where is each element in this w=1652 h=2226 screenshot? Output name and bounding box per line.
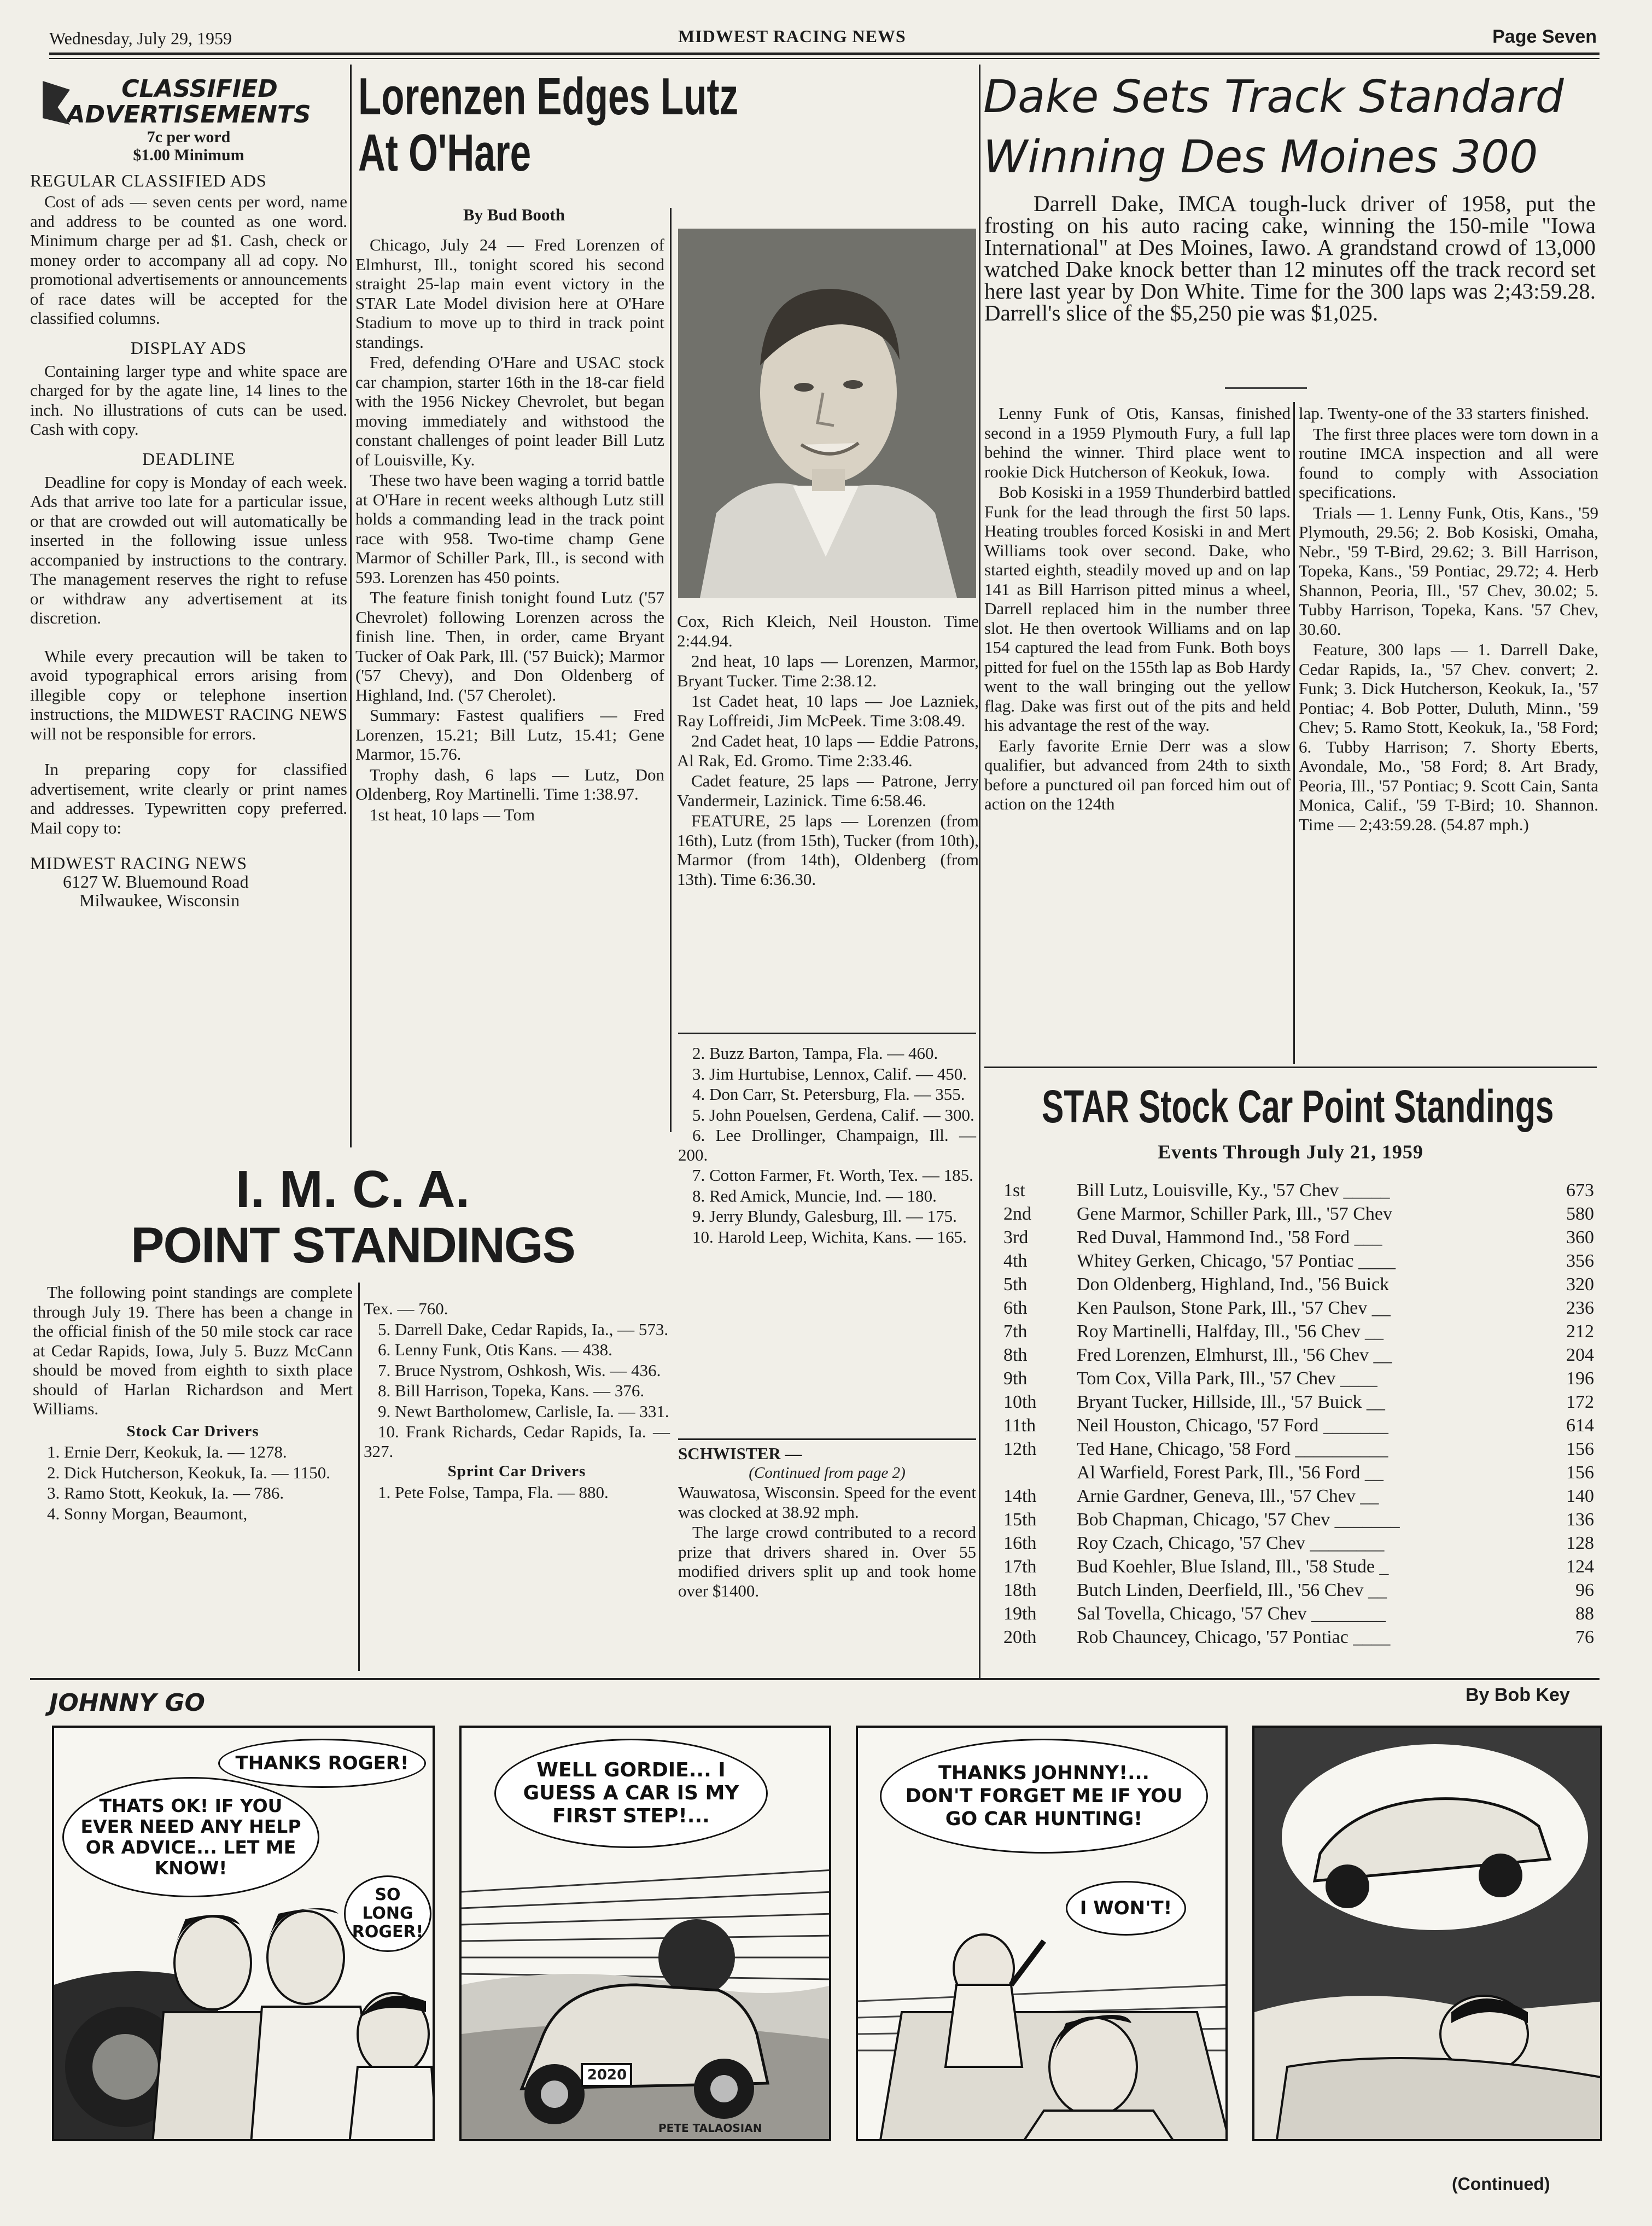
standing-entry: Gene Marmor, Schiller Park, Ill., '57 Chev bbox=[1077, 1204, 1392, 1224]
standing-row bbox=[1003, 1461, 1594, 1484]
standing-entry: Red Duval, Hammond Ind., '58 Ford ___ bbox=[1077, 1227, 1382, 1248]
stock-car-heading: Stock Car Drivers bbox=[126, 1422, 259, 1440]
lorenzen-c2-p4: 2nd Cadet heat, 10 laps — Eddie Patrons, Al Rak, Ed. Gromo. Time 2:33.46. bbox=[677, 731, 979, 770]
dake-lead bbox=[984, 193, 1596, 324]
deadline-heading: DEADLINE bbox=[142, 448, 235, 469]
standing-points: 204 bbox=[1566, 1345, 1594, 1365]
dake-c2-p4: Feature, 300 laps — 1. Darrell Dake, Cedar Rapids, Ia., '57 Chev. convert; 2. Funk; 3. Dick Hutcherson, Keokuk, Ia., '57 Pontiac; 4. Bob Potter, Duluth, Minn., '59 Chev; 5. Ramo Stott, Keokuk, Ia., '58 Ford; 6. Tubby Harrison; 7. Shorty Eberts, Avondale, Mo., '58 Ford; 8. Art Brady, Peoria, Ill., '57 Pontiac; 9. Scott Cain, Santa Monica, Calif., '59 T-Bird; 10. Shannon. Time — 2;43:59.28. (54.87 mph.) bbox=[1299, 640, 1598, 834]
column-rule-4 bbox=[1293, 402, 1295, 1064]
standing-place: 5th bbox=[1003, 1274, 1028, 1295]
standing-points: 673 bbox=[1566, 1180, 1594, 1201]
dake-lead-text: Darrell Dake, IMCA tough-luck driver of 1958, put the frosting on his auto racing cake, winning the 150-mile "Iowa International" at Des Moines, Iawo. A grandstand crowd of 13,000 watched Dake knock better than 12 minutes off the track record set here last year by Don White. Time for the 300 laps was 2;43:59.28. Darrell's slice of the $5,250 pie was $1,025. bbox=[984, 191, 1596, 325]
lorenzen-p5: Summary: Fastest qualifiers — Fred Lorenzen, 15.21; Bill Lutz, 15.41; Gene Marmor, 15.76. bbox=[355, 706, 664, 764]
standing-entry: Tom Cox, Villa Park, Ill., '57 Chev ____ bbox=[1077, 1368, 1377, 1389]
bubble-thanks-roger: THANKS ROGER! bbox=[218, 1739, 426, 1788]
standing-row bbox=[1003, 1508, 1594, 1531]
imca-intro: The following point standings are complete through July 19. There has been a change in the official finish of the 50 mile stock car race at Cedar Rapids, Iowa, July 5. Buzz McCann should be moved from eighth to sixth place should of Harlan Richardson and Mert Williams. bbox=[33, 1283, 353, 1418]
dake-lead-ornament bbox=[1225, 387, 1307, 389]
imca-c3-0: 2. Buzz Barton, Tampa, Fla. — 460. bbox=[692, 1044, 938, 1063]
schwister-rule bbox=[678, 1438, 976, 1440]
standing-points: 136 bbox=[1566, 1510, 1594, 1530]
standing-points: 88 bbox=[1575, 1604, 1594, 1624]
artist-signature: PETE TALAOSIAN bbox=[658, 2122, 762, 2135]
star-subhead: Events Through July 21, 1959 bbox=[1158, 1141, 1423, 1163]
imca-headline-1: I. M. C. A. bbox=[235, 1160, 470, 1219]
standing-row bbox=[1003, 1179, 1594, 1202]
dake-c1-p1: Lenny Funk of Otis, Kansas, finished second in a 1959 Plymouth Fury, a full lap behind the winner. Third place went to rookie Dick Hutcherson of Keokuk, Iowa. bbox=[984, 404, 1291, 481]
comic-top-rule bbox=[30, 1678, 1600, 1680]
standing-row bbox=[1003, 1367, 1594, 1390]
standing-place: 2nd bbox=[1003, 1204, 1031, 1224]
standing-row bbox=[1003, 1343, 1594, 1367]
standing-entry: Sal Tovella, Chicago, '57 Chev ________ bbox=[1077, 1604, 1386, 1624]
standing-place: 6th bbox=[1003, 1298, 1028, 1318]
standing-points: 156 bbox=[1566, 1462, 1594, 1483]
bubble-thats-ok: THATS OK! IF YOU EVER NEED ANY HELP OR ADVICE... LET ME KNOW! bbox=[62, 1777, 319, 1897]
lorenzen-p6: Trophy dash, 6 laps — Lutz, Don Oldenberg, Roy Martinelli. Time 1:38.97. bbox=[355, 765, 664, 803]
sprint-car-heading: Sprint Car Drivers bbox=[447, 1462, 586, 1480]
imca-c2-3: 7. Bruce Nystrom, Oshkosh, Wis. — 436. bbox=[378, 1360, 661, 1380]
standing-entry: Neil Houston, Chicago, '57 Ford _______ bbox=[1077, 1415, 1388, 1436]
standing-points: 172 bbox=[1566, 1392, 1594, 1412]
star-headline: STAR Stock Car Point Standings bbox=[1042, 1081, 1554, 1132]
standing-points: 96 bbox=[1575, 1580, 1594, 1600]
standing-row bbox=[1003, 1226, 1594, 1249]
imca-c3-6: 8. Red Amick, Muncie, Ind. — 180. bbox=[692, 1186, 937, 1205]
imca-c3-3: 5. John Pouelsen, Gerdena, Calif. — 300. bbox=[692, 1105, 974, 1124]
imca-c1-3: 4. Sonny Morgan, Beaumont, bbox=[47, 1504, 248, 1523]
standing-place: 9th bbox=[1003, 1368, 1028, 1389]
standing-row bbox=[1003, 1437, 1594, 1461]
standing-row bbox=[1003, 1296, 1594, 1320]
standing-entry: Roy Czach, Chicago, '57 Chev ________ bbox=[1077, 1533, 1385, 1553]
standing-row bbox=[1003, 1320, 1594, 1343]
standing-entry: Al Warfield, Forest Park, Ill., '56 Ford __ bbox=[1077, 1462, 1384, 1483]
standing-place bbox=[1003, 1461, 1077, 1484]
imca-column-3 bbox=[678, 1044, 976, 1248]
lorenzen-c2-p6: FEATURE, 25 laps — Lorenzen (from 16th), Lutz (from 15th), Tucker (from 10th), Marmor (from 14th), Oldenberg (from 13th). Time 6:36.30. bbox=[677, 811, 979, 889]
mail-address-1: MIDWEST RACING NEWS bbox=[30, 853, 248, 873]
standing-points: 124 bbox=[1566, 1557, 1594, 1577]
deadline-text: Deadline for copy is Monday of each week. Ads that arrive too late for a particular issue, or that are crowded out will automatically be inserted in the following issue unless accompanied by instructions to the contrary. The management reserves the right to refuse or withdraw any advertisement at its discretion. bbox=[30, 472, 347, 627]
imca-c3-7: 9. Jerry Blundy, Galesburg, Ill. — 175. bbox=[692, 1207, 957, 1226]
regular-ads-heading: REGULAR CLASSIFIED ADS bbox=[30, 171, 267, 190]
masthead-rule-thin bbox=[49, 58, 1600, 59]
imca-c3-8: 10. Harold Leep, Wichita, Kans. — 165. bbox=[692, 1227, 967, 1246]
lorenzen-headline-1: Lorenzen Edges Lutz bbox=[358, 67, 739, 126]
imca-c3-1: 3. Jim Hurtubise, Lennox, Calif. — 450. bbox=[692, 1064, 967, 1083]
standing-points: 580 bbox=[1566, 1204, 1594, 1224]
lorenzen-p1: Chicago, July 24 — Fred Lorenzen of Elmhurst, Ill., tonight scored his second straight 25-lap main event victory in the STAR Late Model division here at O'Hare Stadium to move up to third in track point standings. bbox=[355, 235, 664, 352]
imca-headline-2: POINT STANDINGS bbox=[131, 1217, 575, 1273]
lorenzen-c2-p5: Cadet feature, 25 laps — Patrone, Jerry Vandermeir, Lazinick. Time 6:58.46. bbox=[677, 771, 979, 810]
mail-address-2: 6127 W. Bluemound Road bbox=[63, 872, 249, 891]
standing-place: 14th bbox=[1003, 1486, 1037, 1506]
standing-place: 10th bbox=[1003, 1392, 1037, 1412]
standing-place: 20th bbox=[1003, 1627, 1037, 1647]
standing-entry: Bud Koehler, Blue Island, Ill., '58 Stude _ bbox=[1077, 1557, 1389, 1577]
comic-panel-1 bbox=[52, 1726, 435, 2141]
issue-date: Wednesday, July 29, 1959 bbox=[49, 28, 232, 48]
standing-entry: Fred Lorenzen, Elmhurst, Ill., '56 Chev __ bbox=[1077, 1345, 1392, 1365]
panel-4-art bbox=[1254, 1728, 1602, 2141]
standing-place: 3rd bbox=[1003, 1227, 1029, 1248]
lorenzen-p4: The feature finish tonight found Lutz ('57 Chevrolet) following Lorenzen across the finish line. Then, in order, came Bryant Tucker of Oak Park, Ill. ('57 Buick); Marmor ('57 Chevy), and Don Oldenberg of Highland, Ind. ('57 Cherolet). bbox=[355, 588, 664, 704]
lorenzen-column-1 bbox=[355, 235, 664, 825]
precaution-text: While every precaution will be taken to avoid typographical errors arising from illegible copy or telephone insertion instructions, the MIDWEST RACING NEWS will not be responsible for errors. bbox=[30, 646, 347, 743]
masthead-rule bbox=[49, 53, 1600, 55]
classified-column bbox=[30, 77, 347, 1154]
standing-entry: Bill Lutz, Louisville, Ky., '57 Chev _____ bbox=[1077, 1180, 1390, 1201]
lorenzen-c2-p2: 2nd heat, 10 laps — Lorenzen, Marmor, Bryant Tucker. Time 2:38.12. bbox=[677, 651, 979, 690]
preparing-text: In preparing copy for classified advertisement, write clearly or print names and addresses. Typewritten copy preferred. Mail copy to: bbox=[30, 760, 347, 837]
standing-entry: Ted Hane, Chicago, '58 Ford __________ bbox=[1077, 1439, 1388, 1459]
imca-c1-2: 3. Ramo Stott, Keokuk, Ia. — 786. bbox=[47, 1483, 284, 1502]
dake-column-1 bbox=[984, 404, 1291, 815]
classified-rate-1: 7c per word bbox=[147, 128, 231, 146]
imca-c2-6: 10. Frank Richards, Cedar Rapids, Ia. — 327. bbox=[364, 1422, 670, 1461]
lorenzen-p2: Fred, defending O'Hare and USAC stock car champion, starter 16th in the 18-car field with the 1956 Nickey Chevrolet, but began moving immediately and withstood the constant challenges of point leader Bill Lutz of Louisville, Ky. bbox=[355, 353, 664, 469]
display-ads-text: Containing larger type and white space are charged for by the agate line, 14 lines to the inch. No illustrations of cuts can be used. Cash with copy. bbox=[30, 361, 347, 439]
comic-continued: (Continued) bbox=[1452, 2174, 1550, 2194]
license-plate: 2020 bbox=[587, 2067, 627, 2083]
dake-headline-1: Dake Sets Track Standard bbox=[983, 71, 1564, 123]
star-standings-table bbox=[1003, 1179, 1594, 1649]
standing-entry: Roy Martinelli, Halfday, Ill., '56 Chev __ bbox=[1077, 1321, 1384, 1342]
standing-place: 12th bbox=[1003, 1439, 1037, 1459]
regular-ads-text: Cost of ads — seven cents per word, name and address to be counted as one word. Minimum charge per ad $1. Cash, check or money order to accompany all ad copy. No promotional advertisements or announcements of race dates will be accepted for the classified columns. bbox=[30, 192, 347, 328]
column-rule-3 bbox=[979, 65, 980, 1678]
standing-place: 18th bbox=[1003, 1580, 1037, 1600]
bubble-so-long: SO LONG ROGER! bbox=[344, 1875, 431, 1952]
dake-c1-p3: Early favorite Ernie Derr was a slow qualifier, but advanced from 24th to sixth before a punctured oil pan forced him out of action on the 124th bbox=[984, 736, 1291, 813]
lorenzen-c2-p3: 1st Cadet heat, 10 laps — Joe Lazniek, Ray Loffreidi, Jim McPeek. Time 3:08.49. bbox=[677, 691, 979, 730]
standing-entry: Bryant Tucker, Hillside, Ill., '57 Buick __ bbox=[1077, 1392, 1385, 1412]
lorenzen-p7: 1st heat, 10 laps — Tom bbox=[370, 805, 535, 824]
imca-c2-1: 5. Darrell Dake, Cedar Rapids, Ia., — 573. bbox=[378, 1319, 669, 1339]
dake-end-rule bbox=[984, 1067, 1597, 1068]
page-number: Page Seven bbox=[1492, 26, 1597, 47]
standing-entry: Butch Linden, Deerfield, Ill., '56 Chev __ bbox=[1077, 1580, 1387, 1600]
standing-entry: Rob Chauncey, Chicago, '57 Pontiac ____ bbox=[1077, 1627, 1391, 1647]
classified-rate-2: $1.00 Minimum bbox=[133, 146, 244, 164]
imca-column-rule bbox=[358, 1283, 360, 1671]
standing-place: 7th bbox=[1003, 1321, 1028, 1342]
standing-entry: Don Oldenberg, Highland, Ind., '56 Buick bbox=[1077, 1274, 1390, 1295]
schwister-p2: The large crowd contributed to a record prize that drivers shared in. Over 55 modified drivers split up and took home over $1400. bbox=[678, 1523, 976, 1600]
display-ads-heading: DISPLAY ADS bbox=[130, 337, 247, 358]
dake-c2-p1: lap. Twenty-one of the 33 starters finished. bbox=[1299, 404, 1590, 423]
standing-row bbox=[1003, 1273, 1594, 1296]
lorenzen-c2-p1: Cox, Rich Kleich, Neil Houston. Time 2:44.94. bbox=[677, 611, 979, 650]
imca-c3-5: 7. Cotton Farmer, Ft. Worth, Tex. — 185. bbox=[692, 1166, 973, 1185]
dake-c2-p3: Trials — 1. Lenny Funk, Otis, Kans., '59 Plymouth, 29.56; 2. Bob Kosiski, Omaha, Nebr., '59 T-Bird, 29.62; 3. Bill Harrison, Topeka, Kans., '59 Pontiac, 29.72; 4. Herb Shannon, Peoria, Ill., '57 Chev, 30.02; 5. Tubby Harrison, Topeka, Kans. '57 Chev, 30.60. bbox=[1299, 503, 1598, 639]
standing-points: 212 bbox=[1566, 1321, 1594, 1342]
imca-c3-4: 6. Lee Drollinger, Champaign, Ill. — 200. bbox=[678, 1126, 976, 1164]
standing-entry: Ken Paulson, Stone Park, Ill., '57 Chev __ bbox=[1077, 1298, 1391, 1318]
standing-place: 17th bbox=[1003, 1557, 1037, 1577]
dake-column-2 bbox=[1299, 404, 1598, 835]
dake-c2-p2: The first three places were torn down in a routine IMCA inspection and all were found to comply with Association specifications. bbox=[1299, 424, 1598, 502]
mail-address-3: Milwaukee, Wisconsin bbox=[79, 890, 240, 910]
comic-title: JOHNNY GO bbox=[49, 1689, 205, 1717]
schwister-p1: Wauwatosa, Wisconsin. Speed for the event was clocked at 38.92 mph. bbox=[678, 1483, 976, 1522]
lorenzen-p3: These two have been waging a torrid battle at O'Hare in recent weeks although Lutz still holds a commanding lead in the track point race with 958. Two-time champ Gene Marmor of Schiller Park, Ill., is second with 593. Lorenzen has 450 points. bbox=[355, 470, 664, 587]
standing-points: 356 bbox=[1566, 1251, 1594, 1271]
standing-row bbox=[1003, 1602, 1594, 1625]
standing-row bbox=[1003, 1202, 1594, 1226]
standing-points: 140 bbox=[1566, 1486, 1594, 1506]
paper-name: MIDWEST RACING NEWS bbox=[678, 26, 906, 46]
standing-row bbox=[1003, 1484, 1594, 1508]
lorenzen-byline: By Bud Booth bbox=[463, 205, 565, 224]
schwister-heading: SCHWISTER — bbox=[678, 1444, 802, 1463]
imca-c2b-0: 1. Pete Folse, Tampa, Fla. — 880. bbox=[378, 1482, 609, 1502]
standing-points: 320 bbox=[1566, 1274, 1594, 1295]
dake-c1-p2: Bob Kosiski in a 1959 Thunderbird battled Funk for the lead through the first 50 laps. Heating troubles forced Kosiski in and Mert Williams took over second. Dake, who started eighth, steadily moved up and on lap 141 as Bill Harrison pitted minus a wheel, Darrell replaced him in the number three slot. He then overtook Williams and on lap 154 captured the lead from Funk. Both boys pitted for fuel on the 155th lap as Bob Hardy went to the wall bringing out the yellow flag. Dake was first out of the pits and held his advantage the rest of the way. bbox=[984, 482, 1291, 735]
standing-entry: Arnie Gardner, Geneva, Ill., '57 Chev __ bbox=[1077, 1486, 1379, 1506]
bubble-i-wont: I WON'T! bbox=[1066, 1881, 1186, 1936]
imca-column-1 bbox=[33, 1283, 353, 1524]
standing-points: 76 bbox=[1575, 1627, 1594, 1647]
standing-place: 11th bbox=[1003, 1415, 1036, 1436]
driver-portrait-photo bbox=[678, 229, 976, 598]
standing-points: 128 bbox=[1566, 1533, 1594, 1553]
standing-points: 236 bbox=[1566, 1298, 1594, 1318]
dake-headline-2: Winning Des Moines 300 bbox=[983, 131, 1538, 183]
standing-entry: Bob Chapman, Chicago, '57 Chev _______ bbox=[1077, 1510, 1400, 1530]
standing-row bbox=[1003, 1555, 1594, 1578]
bubble-well-gordie: WELL GORDIE... I GUESS A CAR IS MY FIRST STEP!... bbox=[494, 1739, 768, 1848]
imca-c2-5: 9. Newt Bartholomew, Carlisle, Ia. — 331. bbox=[378, 1401, 669, 1421]
schwister-column bbox=[678, 1444, 976, 1601]
lorenzen-column-2 bbox=[677, 611, 979, 890]
imca-c3-2: 4. Don Carr, St. Petersburg, Fla. — 355. bbox=[692, 1085, 965, 1104]
standing-row bbox=[1003, 1390, 1594, 1414]
classified-title-2: ADVERTISEMENTS bbox=[66, 101, 311, 129]
imca-c2-4: 8. Bill Harrison, Topeka, Kans. — 376. bbox=[378, 1381, 645, 1400]
column-rule-2 bbox=[670, 208, 672, 1132]
schwister-continued: (Continued from page 2) bbox=[749, 1464, 906, 1482]
imca-c1-1: 2. Dick Hutcherson, Keokuk, Ia. — 1150. bbox=[47, 1462, 330, 1482]
comic-panel-3 bbox=[856, 1726, 1228, 2141]
classified-title-1: CLASSIFIED bbox=[121, 75, 278, 103]
standing-place: 16th bbox=[1003, 1533, 1037, 1553]
standing-row bbox=[1003, 1625, 1594, 1649]
imca-c1-0: 1. Ernie Derr, Keokuk, Ia. — 1278. bbox=[47, 1442, 287, 1461]
standing-place: 1st bbox=[1003, 1180, 1025, 1201]
standing-points: 614 bbox=[1566, 1415, 1594, 1436]
imca-column-2 bbox=[364, 1299, 670, 1503]
standing-place: 8th bbox=[1003, 1345, 1028, 1365]
standing-entry: Whitey Gerken, Chicago, '57 Pontiac ____ bbox=[1077, 1251, 1396, 1271]
portrait-drawing bbox=[678, 229, 976, 598]
standing-points: 360 bbox=[1566, 1227, 1594, 1248]
standing-row bbox=[1003, 1249, 1594, 1273]
column-rule-1 bbox=[350, 65, 352, 1147]
standing-points: 196 bbox=[1566, 1368, 1594, 1389]
lorenzen-end-rule bbox=[678, 1033, 976, 1034]
comic-panel-4 bbox=[1252, 1726, 1602, 2141]
standing-row bbox=[1003, 1531, 1594, 1555]
imca-c2-0: Tex. — 760. bbox=[364, 1299, 448, 1318]
standing-place: 19th bbox=[1003, 1604, 1037, 1624]
standing-place: 15th bbox=[1003, 1510, 1037, 1530]
lorenzen-headline-2: At O'Hare bbox=[358, 124, 532, 182]
standing-points: 156 bbox=[1566, 1439, 1594, 1459]
imca-c2-2: 6. Lenny Funk, Otis Kans. — 438. bbox=[378, 1340, 612, 1359]
bubble-thanks-johnny: THANKS JOHNNY!... DON'T FORGET ME IF YOU GO CAR HUNTING! bbox=[880, 1739, 1208, 1854]
comic-panel-2 bbox=[459, 1726, 831, 2141]
standing-row bbox=[1003, 1578, 1594, 1602]
comic-byline: By Bob Key bbox=[1466, 1685, 1570, 1705]
standing-place: 4th bbox=[1003, 1251, 1028, 1271]
standing-row bbox=[1003, 1414, 1594, 1437]
